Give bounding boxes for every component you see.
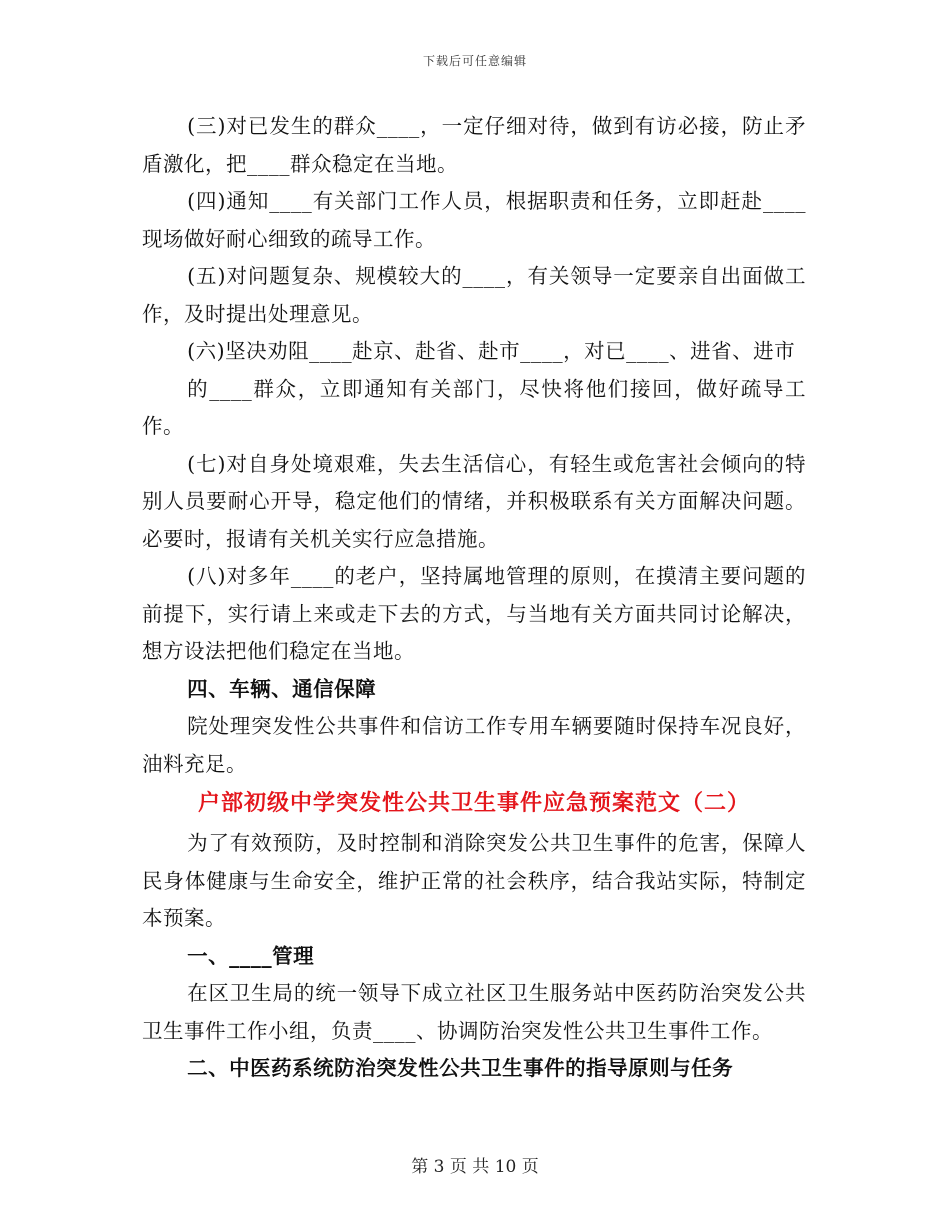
paragraph-item-7: (七)对自身处境艰难，失去生活信心，有轻生或危害社会倾向的特别人员要耐心开导，稳定他们的情绪，并积极联系有关方面解决问题。必要时，报请有关机关实行应急措施。 xyxy=(142,451,806,551)
paragraph-item-4: (四)通知____有关部门工作人员，根据职责和任务，立即赶赴____现场做好耐心细致的疏导工作。 xyxy=(142,189,806,251)
paragraph-item-3: (三)对已发生的群众____，一定仔细对待，做到有访必接，防止矛盾激化，把____群众稳定在当地。 xyxy=(142,114,806,176)
paragraph-management: 在区卫生局的统一领导下成立社区卫生服务站中医药防治突发公共卫生事件工作小组，负责____、协调防治突发性公共卫生事件工作。 xyxy=(142,981,806,1043)
section-heading-principles: 二、中医药系统防治突发性公共卫生事件的指导原则与任务 xyxy=(187,1056,734,1080)
section-heading-vehicles: 四、车辆、通信保障 xyxy=(187,676,377,701)
page-number: 第 3 页 共 10 页 xyxy=(411,1157,539,1177)
paragraph-item-8: (八)对多年____的老户，坚持属地管理的原则，在摸清主要问题的前提下，实行请上来或走下去的方式，与当地有关方面共同讨论解决，想方设法把他们稳定在当地。 xyxy=(142,564,806,663)
paragraph-item-6: (六)坚决劝阻____赴京、赴省、赴市____，对已____、进省、进市 xyxy=(187,339,796,363)
paragraph-item-6-continued: 的____群众，立即通知有关部门，尽快将他们接回，做好疏导工作。 xyxy=(142,376,806,438)
paragraph-vehicles: 院处理突发性公共事件和信访工作专用车辆要随时保持车况良好，油料充足。 xyxy=(142,714,806,776)
document-body xyxy=(142,108,806,1088)
paragraph-item-5: (五)对问题复杂、规模较大的____，有关领导一定要亲自出面做工作，及时提出处理意见。 xyxy=(142,264,806,326)
header-note: 下载后可任意编辑 xyxy=(422,54,527,68)
section-heading-management: 一、____管理 xyxy=(187,943,315,968)
document-title: 户部初级中学突发性公共卫生事件应急预案范文（二） xyxy=(197,791,750,816)
paragraph-intro: 为了有效预防，及时控制和消除突发公共卫生事件的危害，保障人民身体健康与生命安全，维护正常的社会秩序，结合我站实际，特制定本预案。 xyxy=(142,831,806,930)
